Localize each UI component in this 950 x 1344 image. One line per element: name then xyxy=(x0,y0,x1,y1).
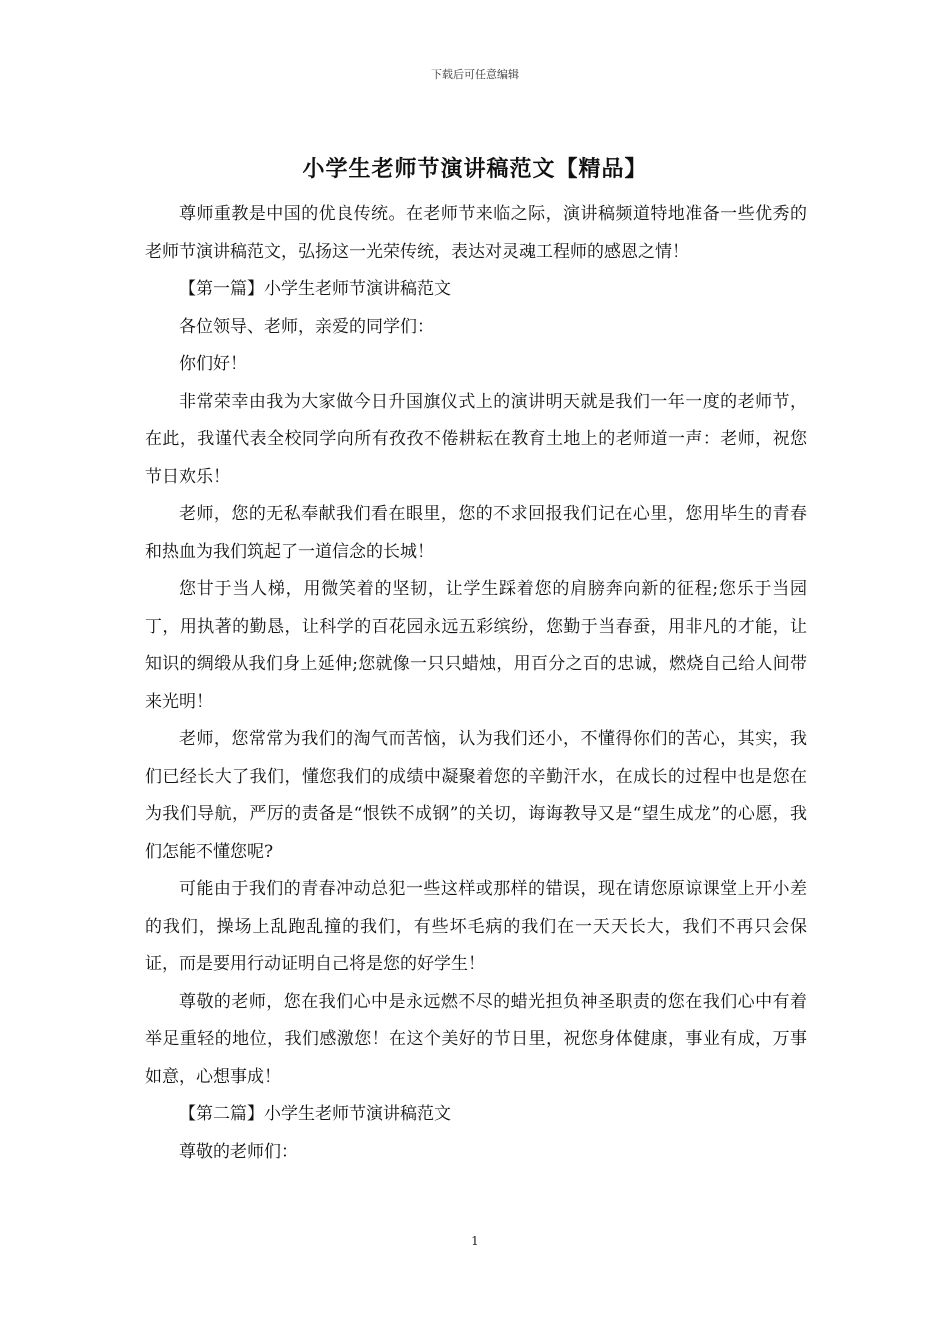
section-heading-2: 【第二篇】小学生老师节演讲稿范文 xyxy=(179,1104,451,1124)
paragraph: 老师，您常常为我们的淘气而苦恼，认为我们还小，不懂得你们的苦心，其实，我们已经长大了我们，懂您我们的成绩中凝聚着您的辛勤汗水，在成长的过程中也是您在为我们导航，严厉的责备是“恨铁不成钢”的关切，诲诲教导又是“望生成龙”的心愿，我们怎能不懂您呢? xyxy=(145,729,807,862)
paragraph: 尊敬的老师，您在我们心中是永远燃不尽的蜡光担负神圣职责的您在我们心中有着举足重轻的地位，我们感激您！在这个美好的节日里，祝您身体健康，事业有成，万事如意，心想事成！ xyxy=(145,991,807,1087)
paragraph-salutation: 各位领导、老师，亲爱的同学们： xyxy=(179,316,434,337)
paragraph: 您甘于当人梯，用微笑着的坚韧，让学生踩着您的肩膀奔向新的征程;您乐于当园丁，用执著的勤恳，让科学的百花园永远五彩缤纷，您勤于当春蚕，用非凡的才能，让知识的绸缎从我们身上延伸;您就像一只只蜡烛，用百分之百的忠诚，燃烧自己给人间带来光明！ xyxy=(145,579,807,712)
paragraph: 老师，您的无私奉献我们看在眼里，您的不求回报我们记在心里，您用毕生的青春和热血为我们筑起了一道信念的长城！ xyxy=(145,504,807,562)
paragraph: 非常荣幸由我为大家做今日升国旗仪式上的演讲明天就是我们一年一度的老师节，在此，我谨代表全校同学向所有孜孜不倦耕耘在教育土地上的老师道一声：老师，祝您节日欢乐！ xyxy=(145,391,807,487)
section-heading-1: 【第一篇】小学生老师节演讲稿范文 xyxy=(179,279,451,299)
page-number: 1 xyxy=(471,1234,479,1248)
paragraph-salutation-2: 尊敬的老师们： xyxy=(179,1141,298,1162)
page-header-note: 下载后可任意编辑 xyxy=(431,68,519,81)
document-body xyxy=(145,196,807,1171)
document-title: 小学生老师节演讲稿范文【精品】 xyxy=(302,156,648,182)
paragraph-greeting: 你们好！ xyxy=(179,354,247,374)
paragraph-intro: 尊师重教是中国的优良传统。在老师节来临之际，演讲稿频道特地准备一些优秀的老师节演讲稿范文，弘扬这一光荣传统，表达对灵魂工程师的感恩之情！ xyxy=(145,204,807,262)
paragraph: 可能由于我们的青春冲动总犯一些这样或那样的错误，现在请您原谅课堂上开小差的我们，操场上乱跑乱撞的我们，有些坏毛病的我们在一天天长大，我们不再只会保证，而是要用行动证明自己将是您的好学生！ xyxy=(145,879,807,974)
